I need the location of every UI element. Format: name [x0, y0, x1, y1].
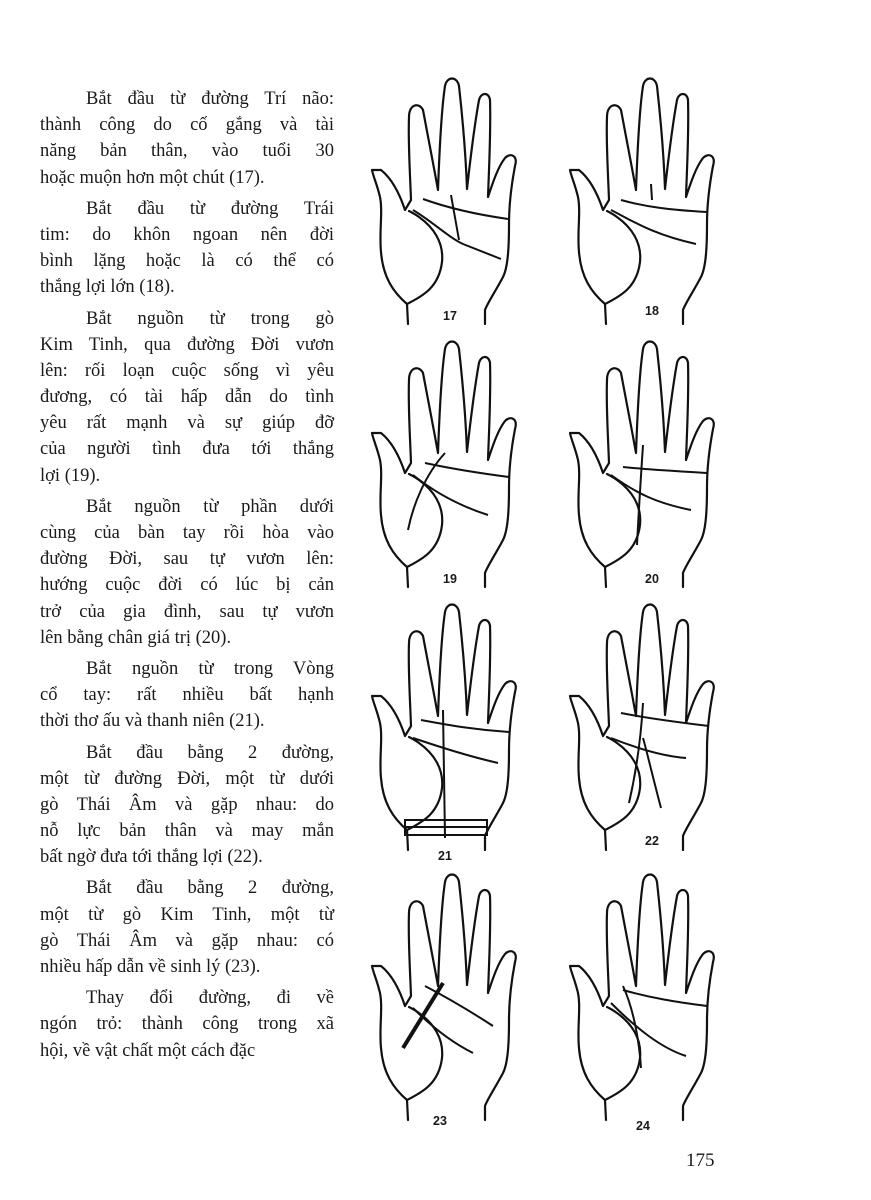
figure-label-20: 20: [645, 572, 659, 586]
text-line: Bắt đầu bằng 2 đường,: [86, 878, 334, 899]
text-line: đương, có tài hấp dẫn do tình: [40, 387, 334, 408]
text-line: Bắt nguồn từ trong Vòng: [86, 658, 334, 679]
text-line: nhiều hấp dẫn về sinh lý (23).: [40, 957, 261, 977]
figure-label-18: 18: [645, 304, 659, 318]
text-line: cùng của bàn tay rồi hòa vào: [40, 523, 334, 543]
text-line: gò Thái Âm và gặp nhau: do: [40, 794, 334, 815]
text-line: thành công do cố gắng và tài: [40, 115, 334, 136]
text-line: ngón trỏ: thành công trong xã: [40, 1014, 334, 1035]
text-line: yêu rất mạnh và sự giúp đỡ: [40, 413, 334, 434]
figure-label-22: 22: [645, 834, 659, 848]
hand-figure-24: [570, 875, 714, 1121]
text-line: đường Đời, sau tự vươn lên:: [40, 549, 334, 570]
text-line: của người tình đưa tới thắng: [40, 439, 334, 460]
text-line: bình lặng hoặc là có thể có: [40, 251, 334, 272]
figure-label-23: 23: [433, 1114, 447, 1128]
hand-figure-22: [570, 605, 714, 851]
text-line: Bắt nguồn từ trong gò: [86, 308, 334, 329]
text-line: hoặc muộn hơn một chút (17).: [40, 167, 265, 188]
text-line: bất ngờ đưa tới thắng lợi (22).: [40, 847, 263, 868]
text-line: Bắt đầu bằng 2 đường,: [86, 742, 334, 763]
hand-figure-20: [570, 342, 714, 588]
text-line: cổ tay: rất nhiều bất hạnh: [40, 685, 334, 706]
hand-figure-23: [372, 875, 516, 1121]
text-line: Kim Tinh, qua đường Đời vươn: [40, 334, 334, 355]
text-line: một từ gò Kim Tinh, một từ: [40, 904, 334, 925]
hand-figure-21: [372, 605, 516, 851]
page-number: 175: [686, 1150, 715, 1171]
figure-label-24: 24: [636, 1119, 650, 1133]
text-line: Bắt đầu từ đường Trí não:: [86, 89, 334, 109]
text-line: thời thơ ấu và thanh niên (21).: [40, 711, 265, 732]
text-line: thắng lợi lớn (18).: [40, 277, 175, 298]
text-line: Bắt nguồn từ phần dưới: [86, 496, 334, 517]
text-line: hướng cuộc đời có lúc bị cản: [40, 575, 334, 596]
text-line: Thay đổi đường, đi về: [86, 988, 334, 1009]
figure-label-17: 17: [443, 309, 457, 323]
hand-figure-19: [372, 342, 516, 588]
figure-label-19: 19: [443, 572, 457, 586]
text-line: năng bản thân, vào tuổi 30: [40, 141, 334, 162]
text-line: Bắt đầu từ đường Trái: [86, 198, 334, 219]
text-line: tim: do khôn ngoan nên đời: [40, 224, 334, 245]
text-line: một từ đường Đời, một từ dưới: [40, 768, 334, 789]
text-line: gò Thái Âm và gặp nhau: có: [40, 930, 334, 951]
hand-figure-18: [570, 79, 714, 325]
text-line: nỗ lực bản thân và may mắn: [40, 821, 334, 842]
figure-label-21: 21: [438, 849, 452, 863]
text-line: lên bằng chân giá trị (20).: [40, 627, 232, 648]
text-line: hội, về vật chất một cách đặc: [40, 1040, 256, 1061]
text-line: lợi (19).: [40, 465, 101, 486]
text-line: lên: rối loạn cuộc sống vì yêu: [40, 360, 334, 381]
hand-figure-17: [372, 79, 516, 325]
text-line: trở của gia đình, sau tự vươn: [40, 601, 334, 622]
